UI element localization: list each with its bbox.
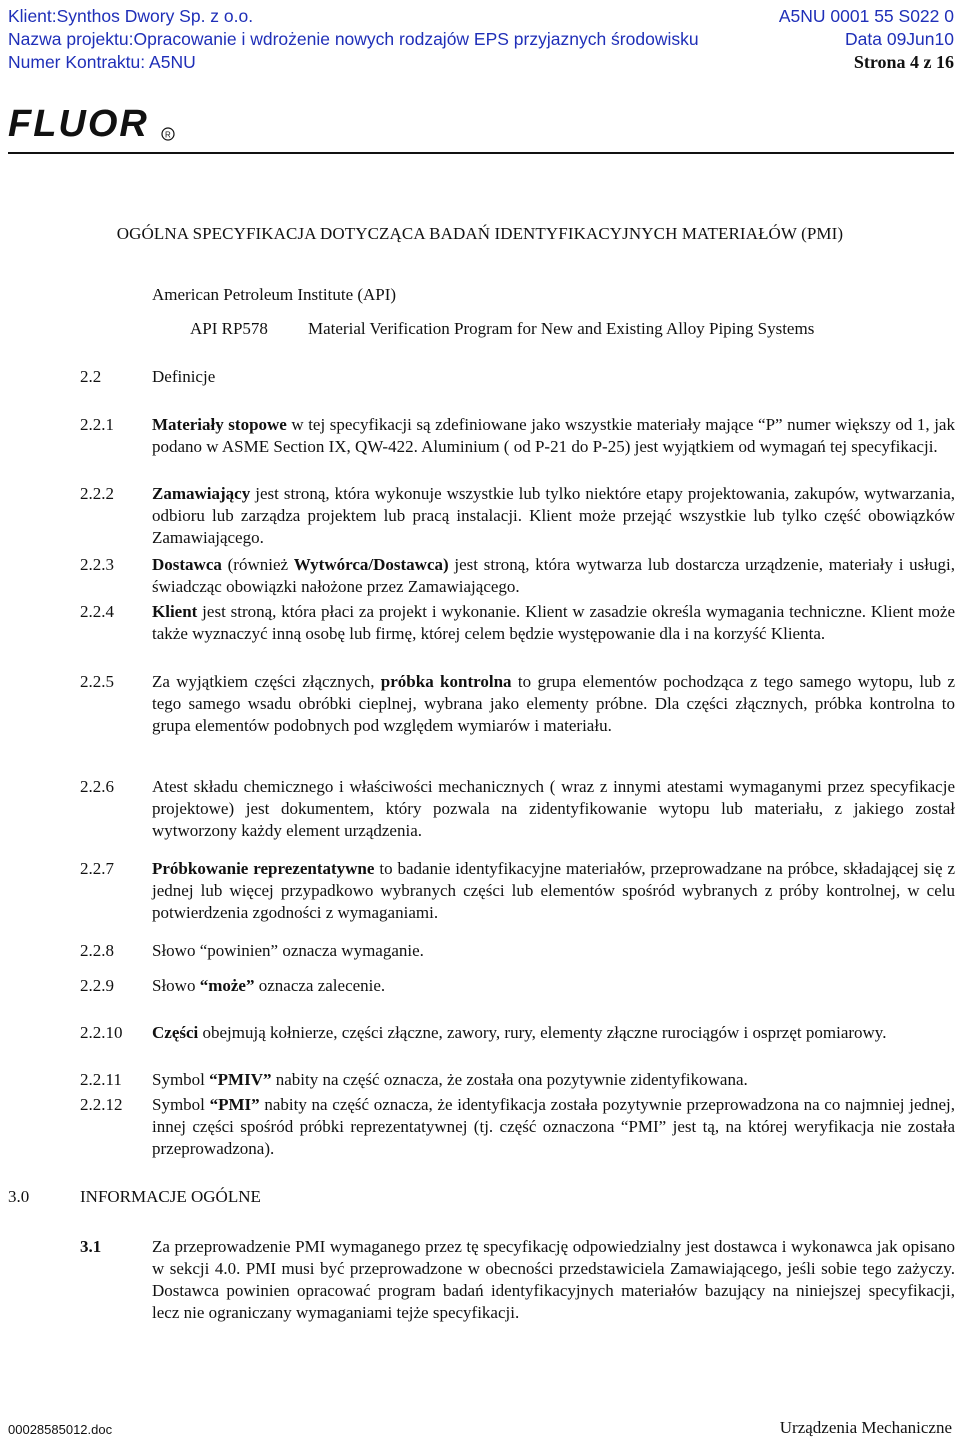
def-text: jest stroną, która wykonuje wszystkie lub tylko niektóre etapy projektowania, zakupów, wytwarzania, odbioru lub zarządza projektem lub pracą instalacji. Klient może przejąć wszystkie lub tylko część obowiązków Zamawiającego. [152,484,955,547]
def-term: Zamawiający [152,484,251,503]
def-term: Wytwórca/Dostawca) [293,555,449,574]
section-number: 3.0 [8,1187,30,1206]
document-id: A5NU 0001 55 S022 0 [778,6,954,26]
def-term: Dostawca [152,555,222,574]
def-term: “może” [199,976,255,995]
def-number: 2.2.2 [80,484,114,503]
definition-paragraph [152,414,955,458]
def-text: Za wyjątkiem części złącznych, [152,672,381,691]
header-divider [8,152,954,154]
api-organization: American Petroleum Institute (API) [152,285,397,304]
document-title: OGÓLNA SPECYFIKACJA DOTYCZĄCA BADAŃ IDENTYFIKACYJNYCH MATERIAŁÓW (PMI) [116,224,844,243]
api-code: API RP578 [190,319,268,338]
definition-paragraph [152,940,955,962]
definition-paragraph [152,601,955,645]
definition-paragraph [152,671,955,737]
def-text: to badanie identyfikacyjne materiałów, przeprowadzane na próbce, składającej się z jednej lub więcej przypadkowo wybranych części lub elementów spośród wybranych z próby kontrolnej, w celu potwierdzenia zgodności z wymaganiami. [152,859,955,922]
definition-paragraph [152,1022,955,1044]
def-term: Próbkowanie reprezentatywne [152,859,375,878]
def-text: jest stroną, która wytwarza lub dostarcza urządzenie, materiały i usługi, świadcząc obowiązki nałożone przez Zamawiającego. [152,555,955,596]
definition-paragraph [152,776,955,842]
def-text: to grupa elementów pochodząca z tego samego wytopu, lub z tego samego wsadu obróbki cieplnej, wybrana jako elementy próbne. Dla części złącznych, próbka kontrolna to grupa elementów podobnych pod względem wymiarów i materiału. [152,672,955,735]
client-name: Klient:Synthos Dwory Sp. z o.o. [8,6,254,26]
definition-paragraph [152,975,955,997]
page-number: Strona 4 z 16 [853,52,954,72]
def-term: Materiały stopowe [152,415,287,434]
api-description: Material Verification Program for New and Existing Alloy Piping Systems [308,319,815,338]
def-text: Symbol [152,1070,210,1089]
logo-text: FLUOR [8,104,149,144]
def-number: 2.2.5 [80,672,114,691]
def-term: próbka kontrolna [380,672,512,691]
def-term: “PMI” [209,1095,260,1114]
definition-paragraph [152,483,955,549]
document-date: Data 09Jun10 [845,29,954,49]
def-text: w tej specyfikacji są zdefiniowane jako wszystkie materiały mające “P” numer większy od 1, jak podano w ASME Section IX, QW-422. Aluminium ( od P-21 do P-25) jest wyjątkiem od wymagań tej specyfikacji. [152,415,955,456]
def-number: 2.2.10 [80,1023,123,1042]
def-text: nabity na część oznacza, że identyfikacja została pozytywnie przeprowadzona na co najmniej jednej, innej części spośród próbki reprezentatywnej (tj. część oznaczona “PMI” jest tą, na której weryfikacja nie została przeprowadzona). [152,1095,956,1158]
def-text: (również [221,555,294,574]
def-text: nabity na część oznacza, że została ona pozytywnie zidentyfikowana. [271,1070,748,1089]
definition-paragraph [152,554,955,598]
def-number: 2.2.3 [80,555,114,574]
def-text: Słowo [152,976,200,995]
def-number: 2.2.9 [80,976,114,995]
def-number: 2.2.6 [80,777,114,796]
footer-department: Urządzenia Mechaniczne [779,1418,952,1437]
def-term: “PMIV” [209,1070,272,1089]
fluor-logo-mark [8,104,178,144]
section-title: Definicje [152,367,216,386]
def-text: Atest składu chemicznego i właściwości mechanicznych ( wraz z innymi atestami wymaganymi przez specyfikacje projektowe) jest dokumentem, który pozwala na zidentyfikowanie wytopu lub materiału, z jakiego został wytworzony każdy element urządzenia. [152,777,955,840]
fluor-logo [8,104,178,149]
clause-paragraph: Za przeprowadzenie PMI wymaganego przez tę specyfikację odpowiedzialny jest dostawca i wykonawca jak opisano w sekcji 4.0. PMI musi być przeprowadzone w obecności przedstawiciela Zamawiającego, jeśli sobie tego zażyczy. Dostawca powinien opracować program badań identyfikacyjnych materiałów bazujący na niniejszej specyfikacji, lecz nie ograniczany wymaganiami tejże specyfikacji. [152,1237,955,1322]
registered-mark-letter: R [165,130,171,140]
definition-paragraph [152,1094,955,1160]
footer-filename: 00028585012.doc [8,1422,113,1437]
definition-paragraph [152,858,955,924]
def-number: 2.2.8 [80,941,114,960]
def-number: 2.2.1 [80,415,114,434]
contract-number: Numer Kontraktu: A5NU [8,52,196,72]
definition-paragraph [152,1069,955,1091]
project-name: Nazwa projektu:Opracowanie i wdrożenie nowych rodzajów EPS przyjaznych środowisku [8,29,699,49]
def-text: jest stroną, która płaci za projekt i wykonanie. Klient w zasadzie określa wymagania techniczne. Klient może także wyznaczyć inną osobę lub firmę, której celem będzie występowanie dla i na korzyść Klienta. [152,602,955,643]
def-number: 2.2.12 [80,1095,123,1114]
def-term: Klient [152,602,198,621]
clause-number: 3.1 [80,1237,102,1256]
def-number: 2.2.7 [80,859,114,878]
def-text: Słowo “powinien” oznacza wymaganie. [152,941,424,960]
def-text: obejmują kołnierze, części złączne, zawory, rury, elementy złączne rurociągów i osprzęt pomiarowy. [198,1023,887,1042]
def-term: Części [152,1023,199,1042]
section-title: INFORMACJE OGÓLNE [80,1187,261,1206]
def-text: oznacza zalecenie. [254,976,386,995]
def-text: Symbol [152,1095,210,1114]
def-number: 2.2.4 [80,602,114,621]
section-number: 2.2 [80,367,102,386]
def-number: 2.2.11 [80,1070,122,1089]
